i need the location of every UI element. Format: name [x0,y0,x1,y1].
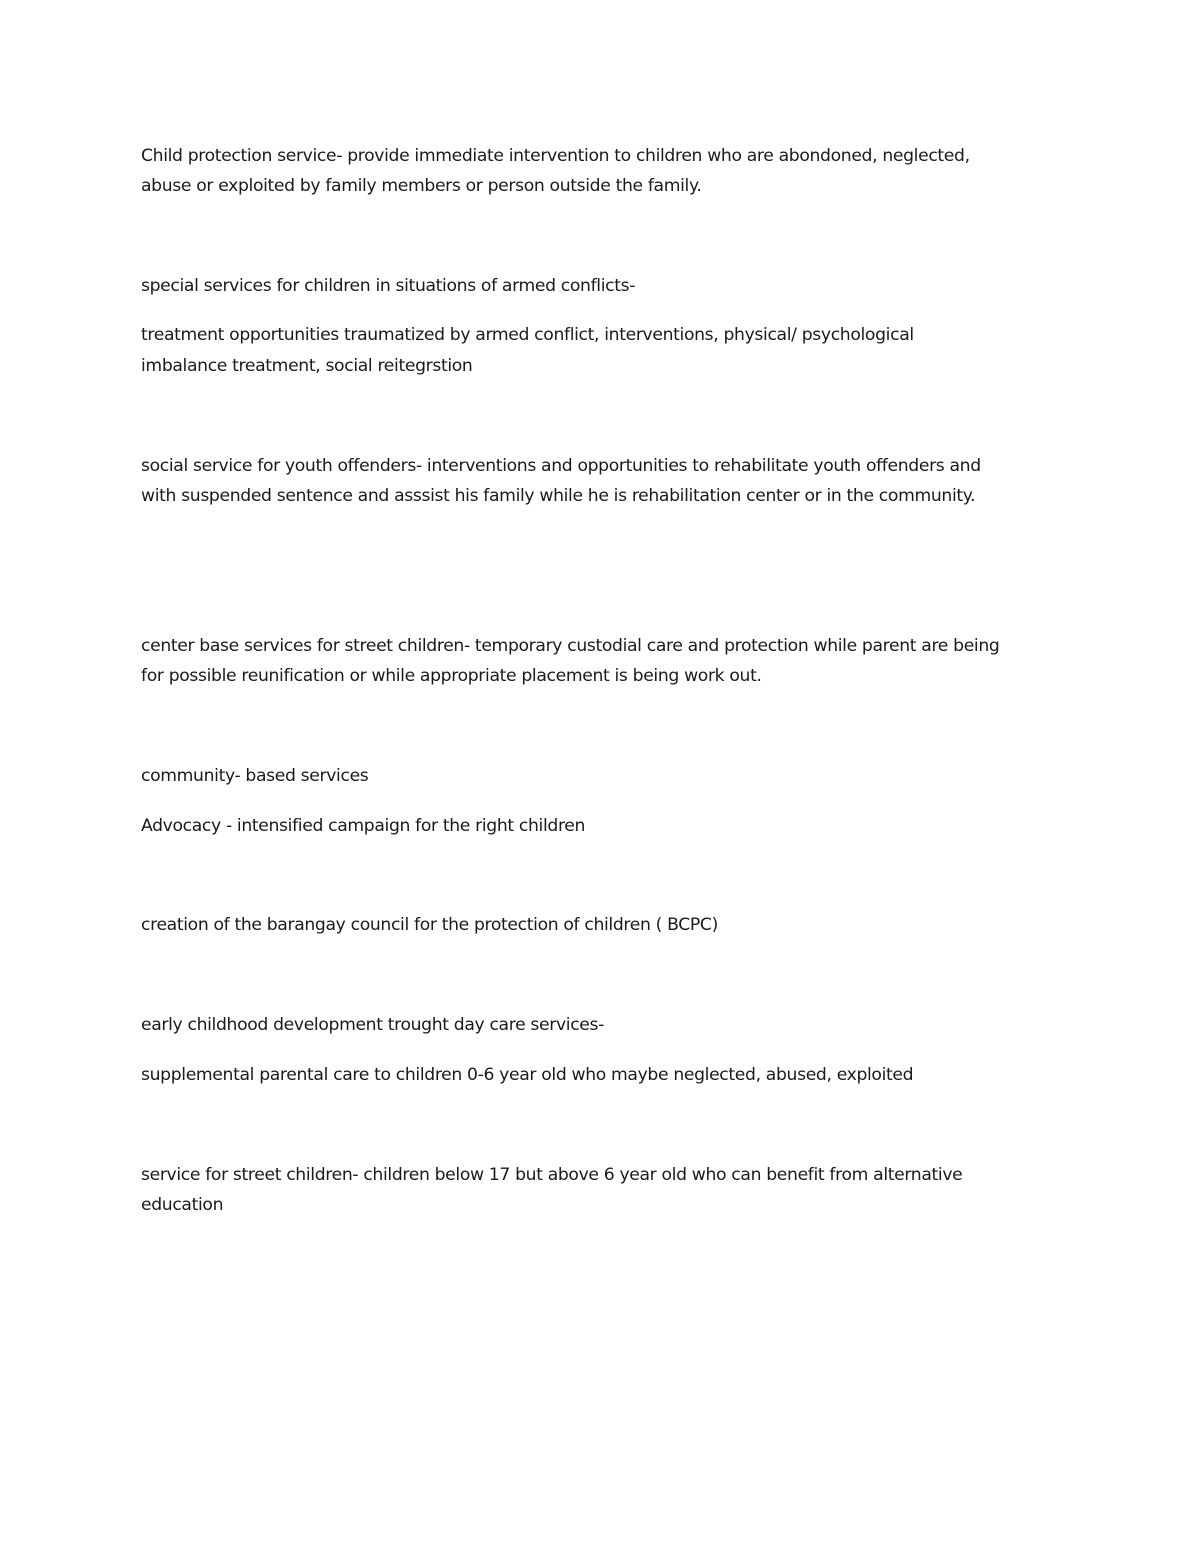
armed-conflict-line-1: treatment opportunities traumatized by armed conflict, interventions, physical/ psychological [141,325,914,345]
youth-offenders-line-2: with suspended sentence and asssist his family while he is rehabilitation center or in the community. [141,486,976,506]
advocacy-line: Advocacy - intensified campaign for the right children [141,816,586,836]
street-children-service-line-2: education [141,1195,224,1215]
youth-offenders-line-1: social service for youth offenders- interventions and opportunities to rehabilitate youth offenders and [141,456,981,476]
child-protection-line-2: abuse or exploited by family members or person outside the family. [141,176,702,196]
armed-conflict-line-2: imbalance treatment, social reitegrstion [141,356,473,376]
street-children-center-line-1: center base services for street children- temporary custodial care and protection while parent are being [141,636,1000,656]
bcpc-line: creation of the barangay council for the protection of children ( BCPC) [141,915,718,935]
street-children-center-line-2: for possible reunification or while appropriate placement is being work out. [141,666,762,686]
armed-conflict-heading: special services for children in situations of armed conflicts- [141,276,636,296]
community-based-heading: community- based services [141,766,369,786]
street-children-service-line-1: service for street children- children below 17 but above 6 year old who can benefit from alternative [141,1165,963,1185]
early-childhood-heading: early childhood development trought day care services- [141,1015,604,1035]
early-childhood-line-1: supplemental parental care to children 0-6 year old who maybe neglected, abused, exploited [141,1065,914,1085]
child-protection-line-1: Child protection service- provide immediate intervention to children who are abondoned, neglected, [141,146,970,166]
